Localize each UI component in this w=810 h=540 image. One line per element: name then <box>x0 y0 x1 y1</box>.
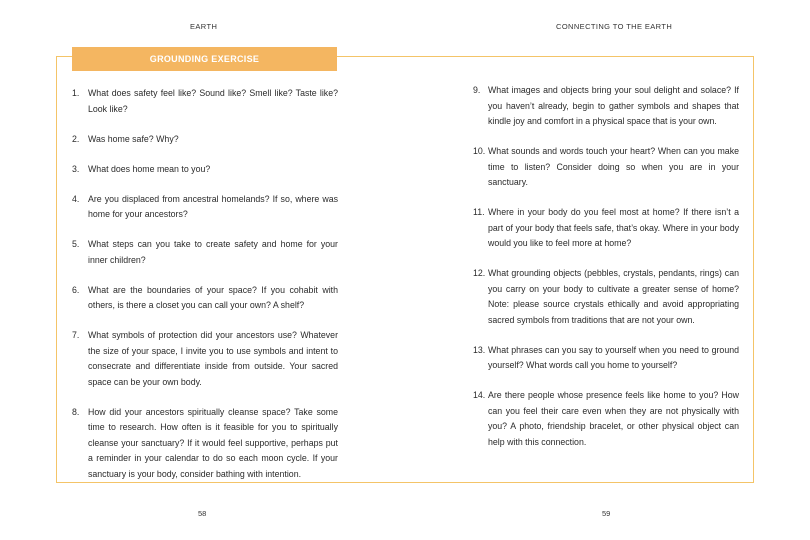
question-text: What symbols of protection did your ancestors use? Whatever the size of your space, I invite you to use symbols and intent to consecrate and differentiate inside from outside. Your sacred space can be your own body. <box>88 330 338 387</box>
question-item <box>473 83 739 130</box>
question-number: 7. <box>72 330 80 340</box>
question-item <box>473 266 739 328</box>
question-text: Was home safe? Why? <box>88 133 179 144</box>
question-item <box>72 405 338 483</box>
question-number: 1. <box>72 88 80 98</box>
question-number: 11. <box>473 207 485 217</box>
question-item <box>72 86 338 117</box>
question-item <box>72 192 338 223</box>
question-number: 14. <box>473 390 486 400</box>
question-text: What are the boundaries of your space? If you cohabit with others, is there a closet you can call your own? A shelf? <box>88 284 338 310</box>
question-number: 2. <box>72 133 80 144</box>
question-list-left <box>72 86 338 497</box>
question-number: 8. <box>72 406 80 417</box>
question-text: How did your ancestors spiritually cleanse space? Take some time to research. How often is it feasible for you to spiritually cleanse your sanctuary? If it would feel supportive, perhaps put a reminder in your calendar to do so each moon cycle. If your sanctuary is your body, consider bathing with intention. <box>88 406 338 479</box>
question-item <box>72 162 338 178</box>
question-text: What steps can you take to create safety and home for your inner children? <box>88 239 338 265</box>
question-text: What phrases can you say to yourself when you need to ground yourself? What words call you home to yourself? <box>488 344 739 370</box>
question-text: Where in your body do you feel most at home? If there isn’t a part of your body that feels safe, that’s okay. Where in your body would you like to feel more at home? <box>488 207 739 248</box>
page-number-left: 58 <box>198 509 207 518</box>
question-item <box>72 237 338 268</box>
question-text: What sounds and words touch your heart? When can you make time to listen? Consider doing so when you are in your sanctuary. <box>488 146 739 187</box>
question-text: Are there people whose presence feels like home to you? How can you feel their care even when they are not physically with you? A photo, friendship bracelet, or other physical object can help with this connection. <box>488 390 739 447</box>
question-text: Are you displaced from ancestral homelands? If so, where was home for your ancestors? <box>88 193 338 219</box>
question-text: What grounding objects (pebbles, crystals, pendants, rings) can you carry on your body to cultivate a greater sense of home? Note: please source crystals ethically and avoid appropriating sacred symbols from traditions that are not your own. <box>488 268 739 325</box>
question-item <box>473 205 739 252</box>
question-list-right <box>473 83 739 465</box>
question-item <box>72 328 338 390</box>
running-head-right: CONNECTING TO THE EARTH <box>556 22 673 31</box>
question-text: What does safety feel like? Sound like? Smell like? Taste like? Look like? <box>88 88 338 114</box>
question-number: 9. <box>473 85 481 95</box>
question-item <box>473 388 739 450</box>
question-number: 5. <box>72 239 80 249</box>
question-number: 3. <box>72 163 80 174</box>
question-item <box>72 283 338 314</box>
question-number: 10. <box>473 146 486 156</box>
question-number: 4. <box>72 193 80 204</box>
question-text: What does home mean to you? <box>88 163 211 174</box>
question-text: What images and objects bring your soul delight and solace? If you haven’t already, begin to gather symbols and shapes that kindle joy and comfort in a physical space that is your own. <box>488 85 739 126</box>
question-number: 6. <box>72 284 80 295</box>
exercise-banner: GROUNDING EXERCISE <box>72 47 337 71</box>
question-number: 12. <box>473 268 486 278</box>
question-item <box>473 144 739 191</box>
running-head-left: EARTH <box>190 22 218 31</box>
page-number-right: 59 <box>602 509 611 518</box>
question-item <box>72 132 338 148</box>
question-number: 13. <box>473 344 486 355</box>
question-item <box>473 343 739 374</box>
